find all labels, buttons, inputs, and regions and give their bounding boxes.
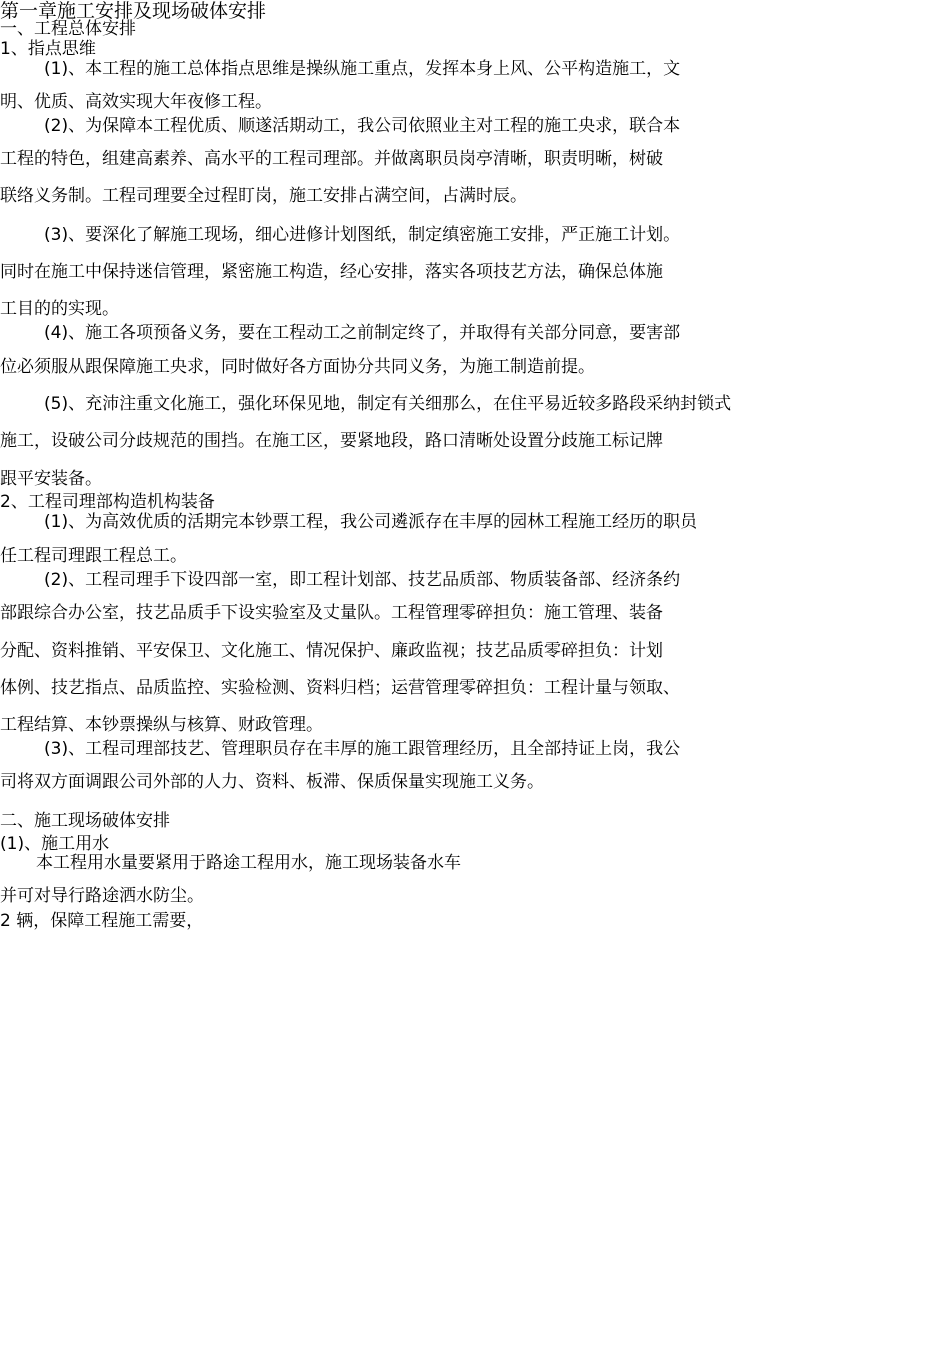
paragraph-line: 联络义务制。工程司理要全过程盯岗，施工安排占满空间，占满时辰。 [0, 186, 527, 206]
paragraph-line: (5)、充沛注重文化施工，强化环保见地，制定有关细那么，在住平易近较多路段采纳封锁式 [44, 394, 732, 414]
paragraph-line: 位必须服从跟保障施工央求，同时做好各方面协分共同义务，为施工制造前提。 [0, 357, 595, 377]
paragraph-line: 同时在施工中保持迷信管理，紧密施工构造，经心安排，落实各项技艺方法，确保总体施 [0, 262, 663, 282]
paragraph-line: 2 辆，保障工程施工需要， [0, 911, 204, 931]
paragraph-line: 体例、技艺指点、品质监控、实验检测、资料归档；运营管理零碎担负：工程计量与领取、 [0, 678, 680, 698]
paragraph-line: 并可对导行路途洒水防尘。 [0, 886, 204, 906]
paragraph-line: 施工，设破公司分歧规范的围挡。在施工区，要紧地段，路口清晰处设置分歧施工标记牌 [0, 431, 663, 451]
paragraph-line: 明、优质、高效实现大年夜修工程。 [0, 92, 272, 112]
paragraph-line: (1)、为高效优质的活期完本钞票工程，我公司遴派存在丰厚的园林工程施工经历的职员 [44, 512, 698, 532]
paragraph-line: 工目的的实现。 [0, 299, 119, 319]
subsection-heading-2: 2、工程司理部构造机构装备 [0, 492, 215, 512]
paragraph-line: 工程的特色，组建高素养、高水平的工程司理部。并做离职员岗亭清晰，职责明晰，树破 [0, 149, 663, 169]
paragraph-line: (3)、要深化了解施工现场，细心进修计划图纸，制定缜密施工安排，严正施工计划。 [44, 225, 681, 245]
paragraph-line: 司将双方面调跟公司外部的人力、资料、板滞、保质保量实现施工义务。 [0, 772, 544, 792]
paragraph-line: 本工程用水量要紧用于路途工程用水，施工现场装备水车 [36, 853, 461, 873]
paragraph-line: (1)、本工程的施工总体指点思维是操纵施工重点，发挥本身上风、公平构造施工，文 [44, 59, 681, 79]
subsection-heading-1: 1、指点思维 [0, 39, 96, 59]
paragraph-line: 工程结算、本钞票操纵与核算、财政管理。 [0, 715, 323, 735]
paragraph-line: 任工程司理跟工程总工。 [0, 546, 187, 566]
paragraph-line: (3)、工程司理部技艺、管理职员存在丰厚的施工跟管理经历，且全部持证上岗，我公 [44, 739, 681, 759]
paragraph-line: (2)、工程司理手下设四部一室，即工程计划部、技艺品质部、物质装备部、经济条约 [44, 570, 681, 590]
paragraph-line: 部跟综合办公室，技艺品质手下设实验室及丈量队。工程管理零碎担负：施工管理、装备 [0, 603, 663, 623]
paragraph-line: 分配、资料推销、平安保卫、文化施工、情况保护、廉政监视；技艺品质零碎担负：计划 [0, 641, 663, 661]
chapter-title: 第一章施工安排及现场破体安排 [0, 0, 267, 22]
section-heading-2: 二、施工现场破体安排 [0, 811, 170, 831]
section-heading-1: 一、工程总体安排 [0, 19, 136, 39]
paragraph-line: 跟平安装备。 [0, 469, 102, 489]
paragraph-line: (2)、为保障本工程优质、顺遂活期动工，我公司依照业主对工程的施工央求，联合本 [44, 116, 681, 136]
paragraph-line: (4)、施工各项预备义务，要在工程动工之前制定终了，并取得有关部分同意，要害部 [44, 323, 681, 343]
item-heading-1: (1)、施工用水 [0, 834, 110, 854]
